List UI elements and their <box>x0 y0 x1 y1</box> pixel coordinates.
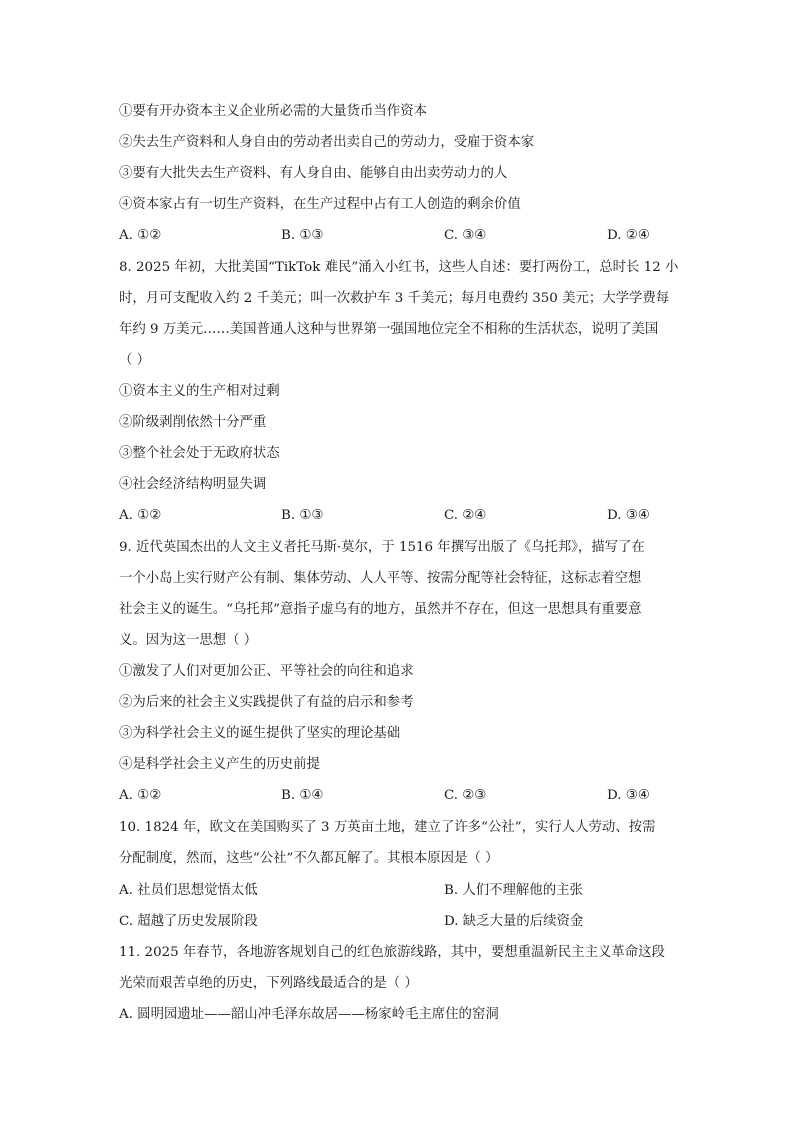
q9-option-d: D. ③④ <box>607 788 650 803</box>
q7-item-3: ③要有大批失去生产资料、有人身自由、能够自由出卖劳动力的人 <box>119 166 508 181</box>
q11-stem-line-1: 11. 2025 年春节，各地游客规划自己的红色旅游线路，其中，要想重温新民主主义革命这段 <box>119 945 665 960</box>
q8-item-1: ①资本主义的生产相对过剩 <box>119 384 280 399</box>
q10-option-c: C. 超越了历史发展阶段 <box>119 914 258 929</box>
q7-option-c: C. ③④ <box>444 228 487 243</box>
q9-options <box>119 786 679 806</box>
q9-option-b: B. ①④ <box>281 788 324 803</box>
q8-stem-line-1: 8. 2025 年初，大批美国“TikTok 难民”涌入小红书，这些人自述：要打两份工，总时长 12 小 <box>119 260 679 275</box>
q9-item-1: ①激发了人们对更加公正、平等社会的向往和追求 <box>119 664 414 679</box>
q8-option-c: C. ②④ <box>444 508 487 523</box>
q8-option-d: D. ③④ <box>607 508 650 523</box>
q7-item-2: ②失去生产资料和人身自由的劳动者出卖自己的劳动力，受雇于资本家 <box>119 135 535 150</box>
q8-stem-line-3: 年约 9 万美元……美国普通人这种与世界第一强国地位完全不相称的生活状态，说明了美国 <box>119 322 659 337</box>
q9-option-a: A. ①② <box>119 788 162 803</box>
q9-item-3: ③为科学社会主义的诞生提供了坚实的理论基础 <box>119 726 401 741</box>
q7-option-a: A. ①② <box>119 228 162 243</box>
q8-options <box>119 506 679 526</box>
q7-item-1: ①要有开办资本主义企业所必需的大量货币当作资本 <box>119 104 427 119</box>
q8-item-3: ③整个社会处于无政府状态 <box>119 446 280 461</box>
q8-item-4: ④社会经济结构明显失调 <box>119 477 267 492</box>
q9-item-4: ④是科学社会主义产生的历史前提 <box>119 757 320 772</box>
q9-item-2: ②为后来的社会主义实践提供了有益的启示和参考 <box>119 695 414 710</box>
q9-stem-line-4: 义。因为这一思想（ ） <box>119 633 258 648</box>
q10-options-row-1 <box>119 881 679 901</box>
q9-stem-line-1: 9. 近代英国杰出的人文主义者托马斯·莫尔，于 1516 年撰写出版了《乌托邦》，描写了在 <box>119 540 645 555</box>
q11-stem-line-2: 光荣而艰苦卓绝的历史，下列路线最适合的是（ ） <box>119 976 418 991</box>
q7-options <box>119 226 679 246</box>
q9-stem-line-2: 一个小岛上实行财产公有制、集体劳动、人人平等、按需分配等社会特征，这标志着空想 <box>119 571 642 586</box>
q7-item-4: ④资本家占有一切生产资料，在生产过程中占有工人创造的剩余价值 <box>119 197 521 212</box>
q8-stem-line-4: （ ） <box>119 353 151 368</box>
q10-option-a: A. 社员们思想觉悟太低 <box>119 883 258 898</box>
q11-option-a: A. 圆明园遗址——韶山冲毛泽东故居——杨家岭毛主席住的窑洞 <box>119 1007 499 1022</box>
q10-option-b: B. 人们不理解他的主张 <box>444 883 583 898</box>
q10-stem-line-2: 分配制度，然而，这些“公社”不久都瓦解了。其根本原因是（ ） <box>119 851 499 866</box>
q8-item-2: ②阶级剥削依然十分严重 <box>119 415 267 430</box>
q7-option-b: B. ①③ <box>281 228 324 243</box>
q9-stem-line-3: 社会主义的诞生。“乌托邦”意指子虚乌有的地方，虽然并不存在，但这一思想具有重要意 <box>119 602 642 617</box>
q10-stem-line-1: 10. 1824 年，欧文在美国购买了 3 万英亩土地，建立了许多“公社”，实行人人劳动、按需 <box>119 820 656 835</box>
q8-option-a: A. ①② <box>119 508 162 523</box>
q8-stem-line-2: 时，月可支配收入约 2 千美元；叫一次救护车 3 千美元；每月电费约 350 美元；大学学费每 <box>119 291 670 306</box>
q9-option-c: C. ②③ <box>444 788 487 803</box>
q10-options-row-2 <box>119 912 679 932</box>
q10-option-d: D. 缺乏大量的后续资金 <box>444 914 584 929</box>
q7-option-d: D. ②④ <box>607 228 650 243</box>
q8-option-b: B. ①③ <box>281 508 324 523</box>
